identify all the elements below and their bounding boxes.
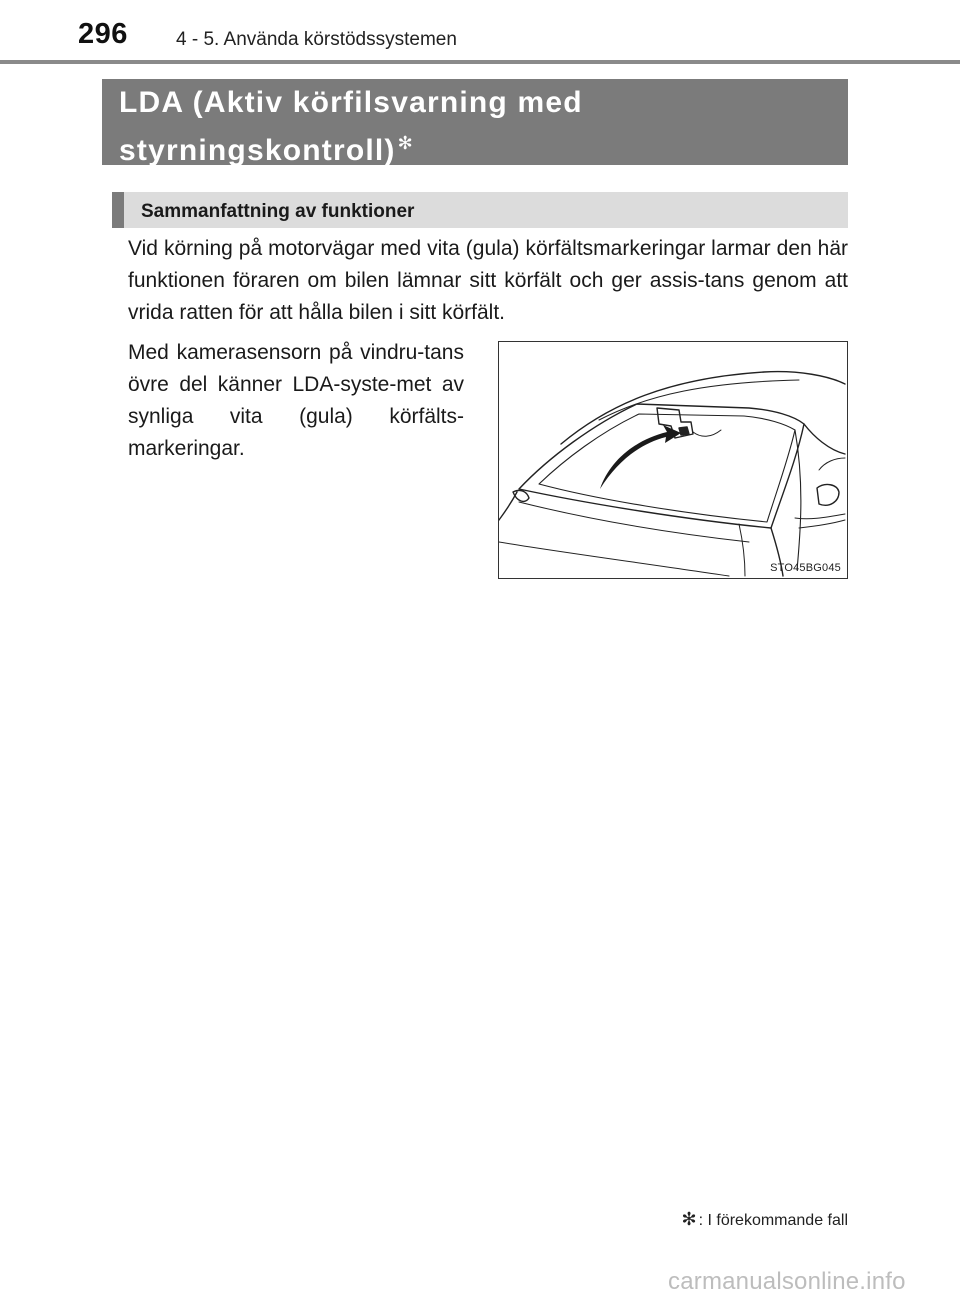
figure-code: STO45BG045 [770, 562, 841, 574]
paragraph-camera-sensor: Med kamerasensorn på vindru-tans övre del känner LDA-syste-met av synliga vita (gula) körfälts-markeringar. [128, 341, 464, 460]
footnote: ✻ : I förekommande fall [681, 1209, 848, 1229]
section-title-line2: styrningskontroll) ✻ [119, 133, 414, 167]
watermark: carmanualsonline.info [668, 1268, 906, 1295]
arrow-icon [600, 425, 681, 489]
section-title-line1: LDA (Aktiv körfilsvarning med [119, 86, 583, 119]
header-rule [0, 60, 960, 64]
car-windshield-drawing [499, 342, 846, 577]
section-title [102, 79, 848, 165]
asterisk-icon: ✻ [397, 133, 414, 153]
asterisk-icon: ✻ [681, 1209, 697, 1229]
windshield-frame [519, 404, 804, 528]
paragraph-summary: Vid körning på motorvägar med vita (gula) körfältsmarkeringar larmar den här funktionen föraren om bilen lämnar sitt körfält och ger assis-tans genom att vrida ratten för att hålla bilen i sitt körfält. [128, 237, 848, 324]
windshield-camera-illustration [498, 341, 848, 579]
chapter-title: 4 - 5. Använda körstödssystemen [176, 29, 457, 50]
subheading: Sammanfattning av funktioner [112, 192, 848, 228]
page-number: 296 [78, 18, 128, 50]
